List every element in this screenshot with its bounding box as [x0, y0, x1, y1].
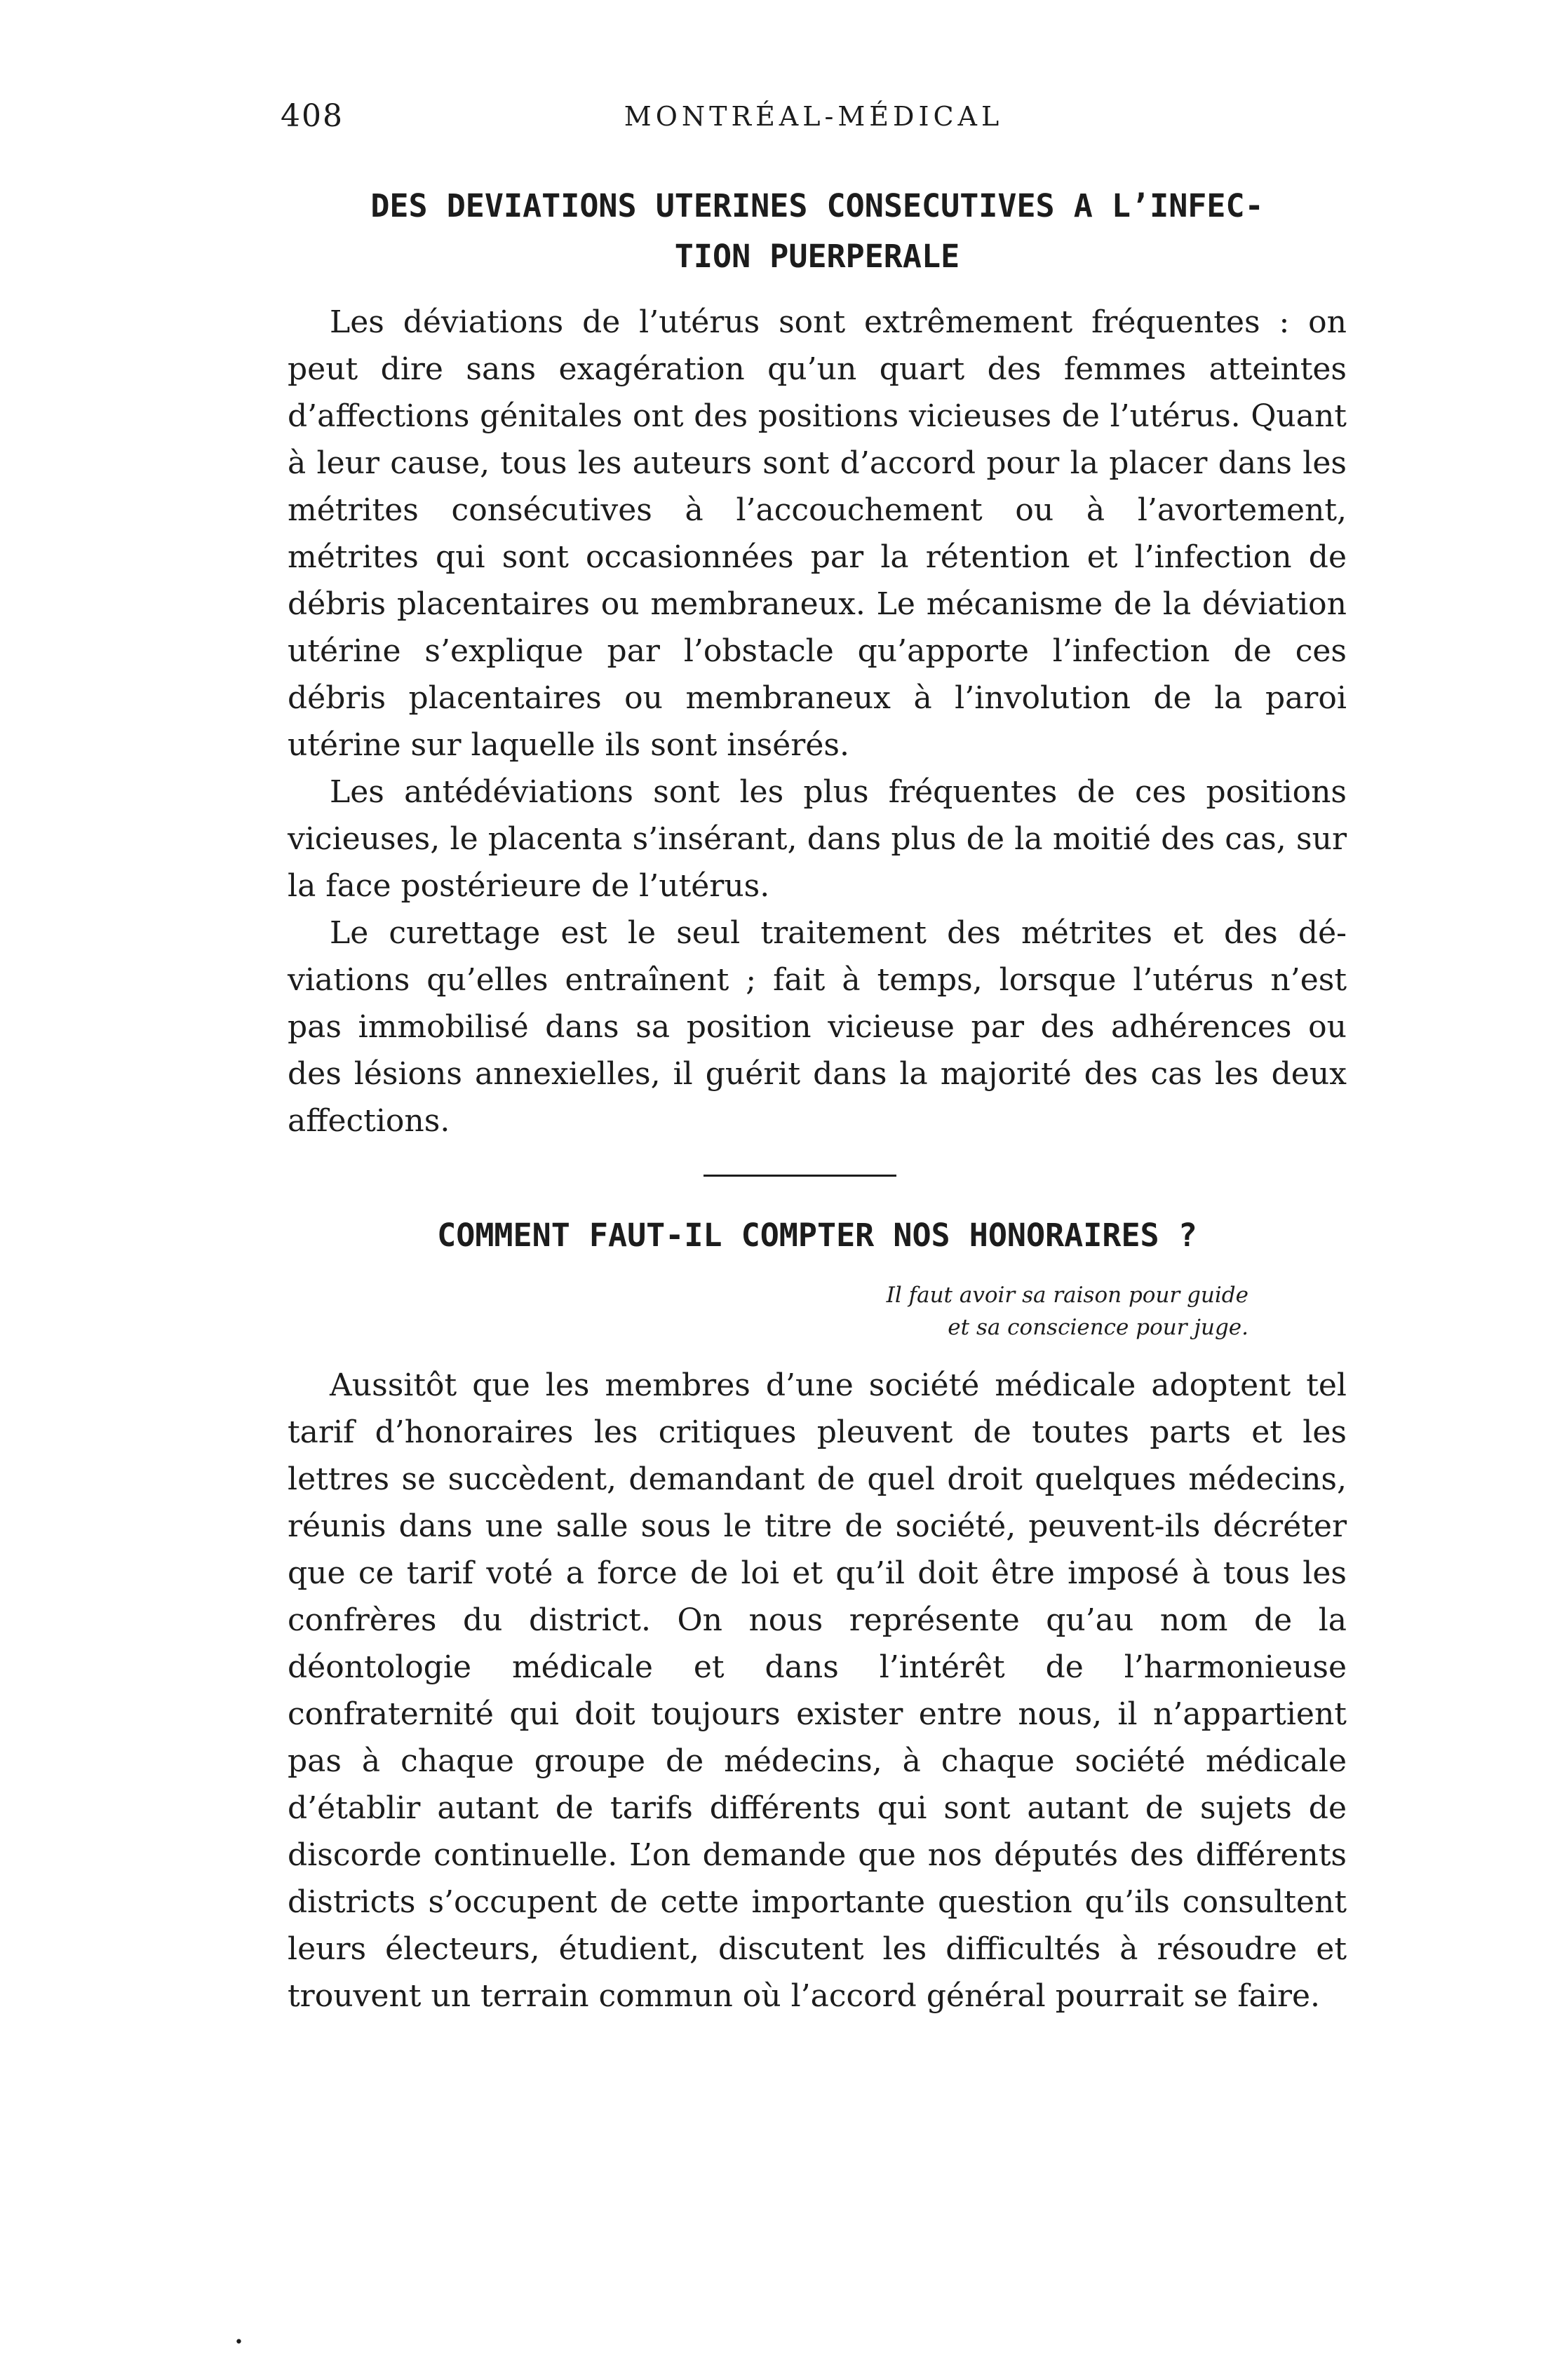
article-title-line-1: DES DEVIATIONS UTERINES CONSECUTIVES A L’INFEC-	[370, 187, 1264, 224]
paragraph: Aussitôt que les membres d’une société médicale adoptent tel tarif d’honoraires les critiques pleuvent de toutes parts et les lettres se succèdent, demandant de quel droit quelques médecins, réunis dans une salle sous le titre de société, peuvent-ils décréter que ce tarif voté a force de loi et qu’il doit être imposé à tous les confrères du district. On nous représente qu’au nom de la déontologie médicale et dans l’intérêt de l’harmonieuse confraternité qui doit toujours exister entre nous, il n’appartient pas à chaque groupe de médecins, à chaque société médicale d’établir autant de tarifs différents qui sont autant de sujets de discorde continuelle. L’on demande que nos députés des différents districts s’occupent de cette importante question qu’ils consultent leurs électeurs, étudient, discutent les difficultés à résoudre et trouvent un terrain commun où l’accord général pourrait se faire.	[288, 1367, 1347, 2014]
article-uterine-deviations	[288, 181, 1347, 1144]
article-title: COMMENT FAUT-IL COMPTER NOS HONORAIRES ?	[437, 1217, 1197, 1254]
epigraph	[288, 1279, 1347, 1344]
page-number: 408	[281, 98, 344, 134]
article-body	[288, 299, 1347, 1144]
paragraph: Les déviations de l’utérus sont extrêmement fréquentes : on peut dire sans exagération qu’un quart des femmes atteintes d’affections génitales ont des positions vicieuses de l’utérus. Quant à leur cause, tous les auteurs sont d’accord pour la placer dans les métrites consécutives à l’accouchement ou à l’avortement, métrites qui sont occasionnées par la rétention et l’infection de débris placentaires ou membraneux. Le mécanisme de la déviation utérine s’explique par l’obstacle qu’apporte l’infection de ces débris placentaires ou membraneux à l’involution de la paroi utérine sur laquelle ils sont insérés.	[288, 304, 1347, 763]
article-body	[288, 1362, 1347, 2020]
running-head	[281, 98, 1347, 140]
paragraph: Le curettage est le seul traitement des métrites et des déviations qu’elles entraînent ; fait à temps, lorsque l’utérus n’est pas immobilisé dans sa position vicieuse par des adhérences ou des lésions annexielles, il guérit dans la majorité des cas les deux affections.	[288, 915, 1347, 1139]
epigraph-line-2: et sa conscience pour juge.	[948, 1315, 1248, 1340]
paragraph: Les antédéviations sont les plus fréquentes de ces positions vicieuses, le placenta s’insérant, dans plus de la moitié des cas, sur la face postérieure de l’utérus.	[288, 774, 1347, 904]
bottom-mark: •	[234, 2334, 243, 2351]
section-separator	[704, 1175, 896, 1177]
article-title	[288, 181, 1347, 282]
epigraph-line-1: Il faut avoir sa raison pour guide	[886, 1283, 1248, 1308]
article-title-line-2: TION PUERPERALE	[674, 238, 960, 275]
article-fees	[288, 1210, 1347, 2020]
journal-name: MONTRÉAL-MÉDICAL	[624, 101, 1004, 132]
